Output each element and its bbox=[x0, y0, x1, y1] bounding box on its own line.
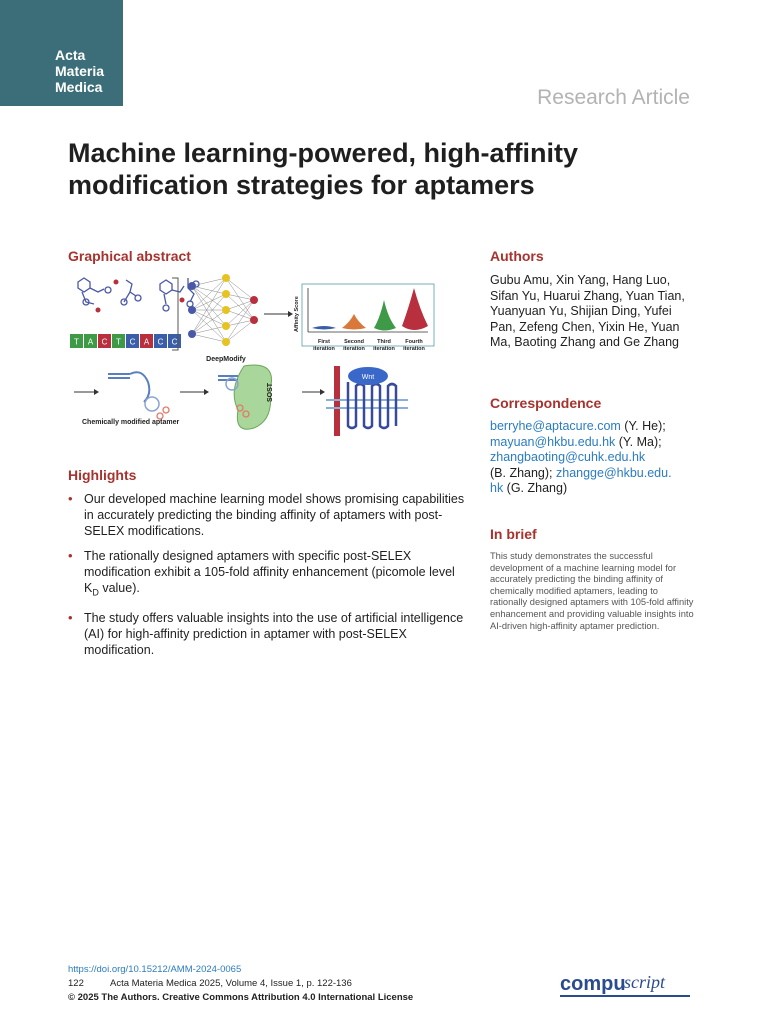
in-brief-heading: In brief bbox=[490, 526, 537, 542]
iteration-label: Third bbox=[377, 339, 391, 345]
page-number: 122 bbox=[68, 978, 84, 989]
license-line: © 2025 The Authors. Creative Commons Attribution 4.0 International License bbox=[68, 992, 414, 1003]
iteration-label: iteration bbox=[343, 346, 365, 352]
citation-line bbox=[68, 978, 352, 989]
list-item bbox=[68, 610, 468, 658]
iteration-label: iteration bbox=[373, 346, 395, 352]
list-item bbox=[68, 548, 468, 601]
modified-aptamer-icon bbox=[108, 372, 159, 411]
article-type: Research Article bbox=[537, 86, 690, 109]
list-item bbox=[68, 491, 468, 539]
journal-name-line-3: Medica bbox=[55, 79, 103, 95]
email-link[interactable]: berryhe@aptacure.com bbox=[490, 419, 621, 433]
arrow-head-icon bbox=[94, 389, 99, 395]
sequence-letter: T bbox=[74, 337, 79, 347]
citation: Acta Materia Medica 2025, Volume 4, Issue 1, p. 122-136 bbox=[110, 978, 352, 989]
email-owner: (G. Zhang) bbox=[503, 481, 568, 495]
bullet-icon: • bbox=[68, 609, 73, 625]
bullet-icon: • bbox=[68, 491, 73, 506]
sequence-letter: C bbox=[157, 337, 164, 347]
authors-list: Gubu Amu, Xin Yang, Hang Luo, Sifan Yu, Huarui Zhang, Yuan Tian, Yuanyuan Yu, Shijian Ding, Yufei Pan, Zefeng Chen, Yixin He, Yuan Ma, Baoting Zhang and Ge Zhang bbox=[490, 273, 685, 349]
sequence-letter: C bbox=[101, 337, 108, 347]
modification-icon bbox=[163, 407, 169, 413]
arrow-head-icon bbox=[204, 389, 209, 395]
journal-logo-box bbox=[0, 0, 123, 106]
iteration-label: Fourth bbox=[405, 339, 423, 345]
highlight-text: value). bbox=[98, 581, 140, 595]
email-link[interactable]: zhangge@hkbu.edu. bbox=[556, 465, 672, 480]
iteration-label: iteration bbox=[403, 346, 425, 352]
in-brief-text: This study demonstrates the successful development of a machine learning model for accurately predicting the binding affinity of chemically modified aptamers, leading to rationally designed aptamers with 105-fold affinity enhancement and providing valuable insights into AI-driven high-affinity aptamer prediction. bbox=[490, 551, 694, 631]
logo-text-compu: compu bbox=[560, 973, 626, 995]
highlight-text: Our developed machine learning model shows promising capabilities in accurately predicting the binding affinity of aptamers with post-SELEX modifications. bbox=[84, 492, 465, 538]
iteration-label: Second bbox=[344, 339, 364, 345]
article-title: Machine learning-powered, high-affinity modification strategies for aptamers bbox=[68, 138, 579, 200]
sost-label: SOST bbox=[267, 382, 274, 402]
email-owner: (Y. Ma); bbox=[615, 434, 662, 449]
sequence-blocks bbox=[70, 334, 181, 348]
logo-text-script: script bbox=[624, 972, 666, 992]
sequence-letter: T bbox=[116, 337, 121, 347]
arrow-head-icon bbox=[320, 389, 325, 395]
highlight-subscript: D bbox=[92, 587, 99, 598]
sequence-letter: C bbox=[171, 337, 178, 347]
compuscript-logo bbox=[558, 966, 694, 1002]
journal-name-line-2: Materia bbox=[55, 63, 105, 79]
sequence-letter: A bbox=[87, 337, 94, 347]
graphical-abstract-figure bbox=[68, 270, 440, 438]
iteration-label: iteration bbox=[313, 346, 335, 352]
highlights-list bbox=[68, 491, 468, 667]
affinity-axis-label: Affinity Score bbox=[294, 296, 300, 332]
email-link[interactable]: mayuan@hkbu.edu.hk bbox=[490, 434, 616, 449]
email-owner: (B. Zhang); bbox=[490, 465, 556, 480]
email-owner: (Y. He); bbox=[620, 419, 666, 433]
sequence-letter: C bbox=[129, 337, 136, 347]
authors-heading: Authors bbox=[490, 248, 544, 264]
correspondence-block bbox=[490, 419, 700, 497]
sequence-letter: A bbox=[143, 337, 150, 347]
model-label: DeepModify bbox=[206, 356, 246, 363]
highlight-text: The study offers valuable insights into the use of artificial intelligence (AI) for high-affinity prediction in aptamer with post-SELEX modification. bbox=[84, 610, 464, 657]
wnt-label: Wnt bbox=[361, 374, 375, 381]
bullet-icon: • bbox=[68, 548, 73, 563]
highlights-heading: Highlights bbox=[68, 467, 137, 483]
iteration-label: First bbox=[318, 339, 330, 345]
arrow-head-icon bbox=[288, 311, 293, 317]
aptamer-label: Chemically modified aptamer bbox=[82, 419, 180, 426]
email-link-continued[interactable]: hk bbox=[490, 481, 504, 495]
sost-protein-icon bbox=[218, 365, 272, 429]
affinity-plot bbox=[294, 284, 434, 352]
graphical-abstract-heading: Graphical abstract bbox=[68, 248, 191, 264]
correspondence-heading: Correspondence bbox=[490, 395, 602, 411]
doi-link[interactable]: https://doi.org/10.15212/AMM-2024-0065 bbox=[68, 964, 242, 975]
highlight-text: The rationally designed aptamers with specific post-SELEX modification exhibit a 105-fold affinity enhancement (picomole level K bbox=[84, 549, 455, 595]
email-link[interactable]: zhangbaoting@cuhk.edu.hk bbox=[490, 450, 646, 464]
aptamer-molecules-icon bbox=[78, 278, 199, 311]
journal-name-line-1: Acta bbox=[55, 47, 86, 63]
